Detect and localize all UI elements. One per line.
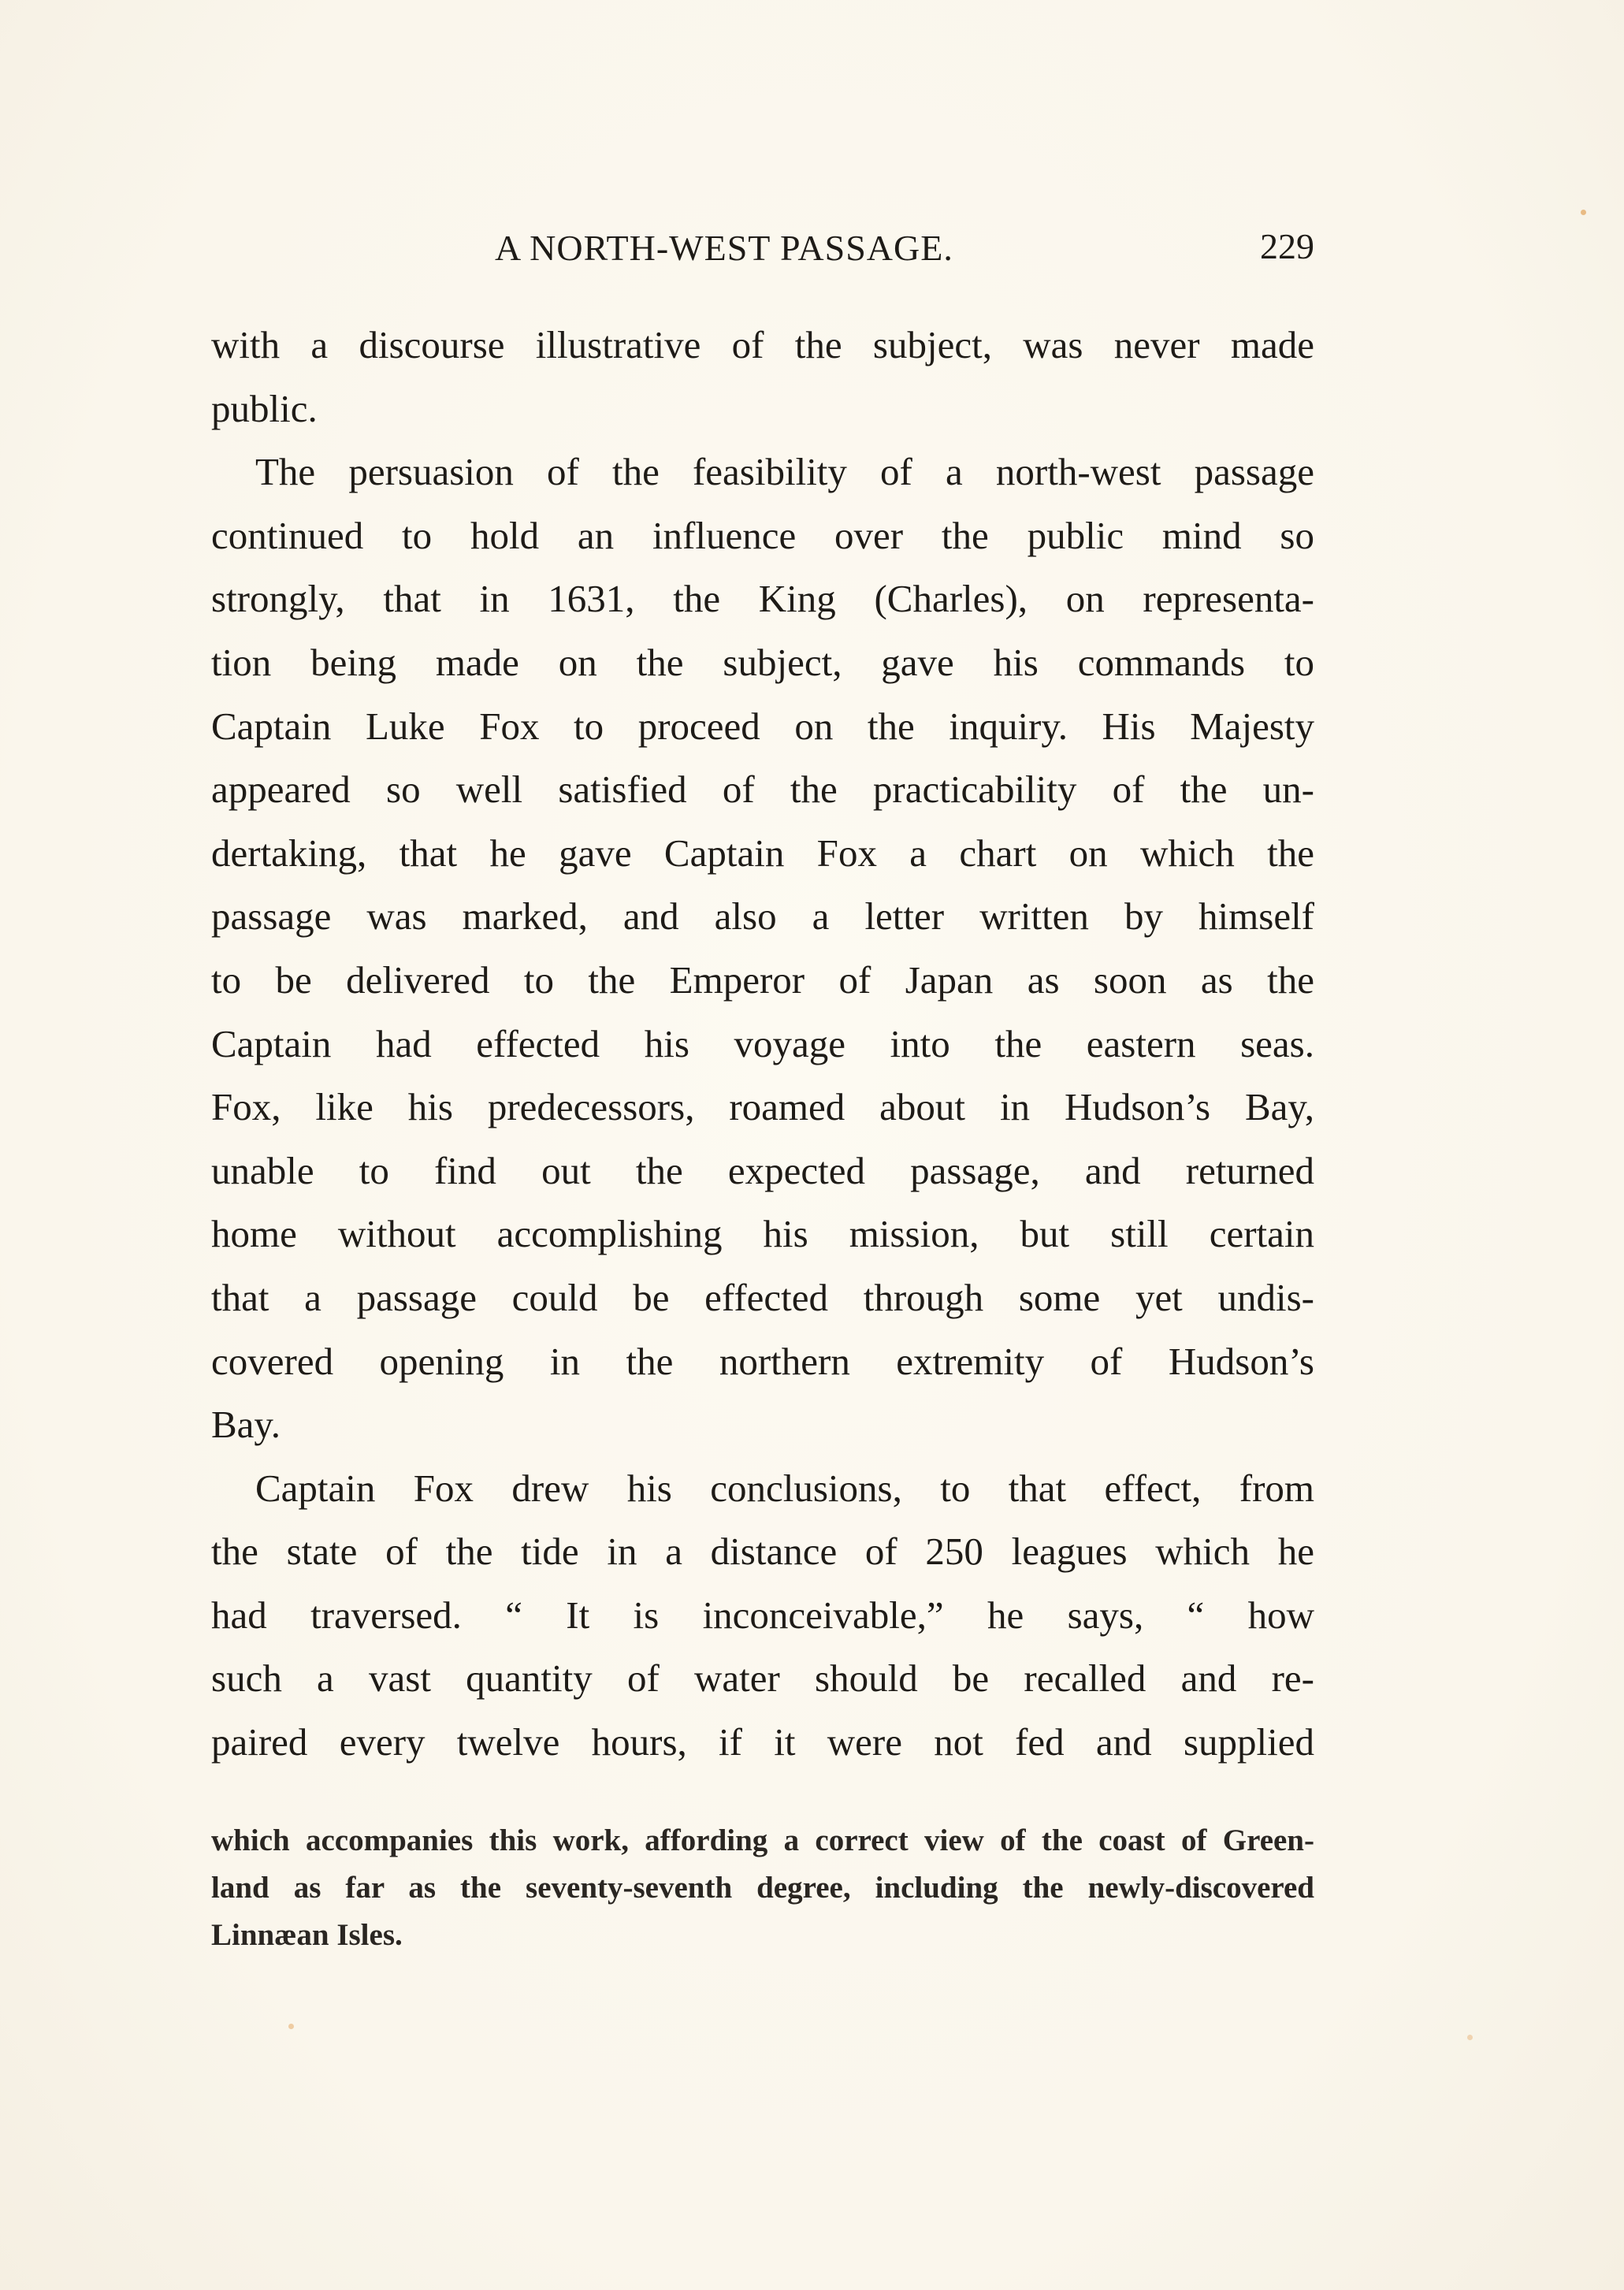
body-text <box>211 314 1314 1775</box>
footnote-line: land as far as the seventy-seventh degree, including the newly-discovered <box>211 1871 1314 1905</box>
text-line: with a discourse illustrative of the subject, was never made <box>211 323 1314 366</box>
text-line: the state of the tide in a distance of 250 leagues which he <box>211 1530 1314 1574</box>
paper-speck <box>1581 210 1586 215</box>
page-number: 229 <box>1260 226 1314 266</box>
text-line: Captain had effected his voyage into the eastern seas. <box>211 1021 1314 1065</box>
footnote-line: which accompanies this work, affording a correct view of the coast of Green- <box>211 1823 1314 1857</box>
text-line: Bay. <box>211 1403 281 1447</box>
paper-speck <box>1467 2035 1473 2040</box>
text-line: strongly, that in 1631, the King (Charles), on representa- <box>211 577 1314 621</box>
text-line: home without accomplishing his mission, but still certain <box>211 1212 1314 1256</box>
text-line: paired every twelve hours, if it were not fed and supplied <box>211 1720 1314 1764</box>
text-line: covered opening in the northern extremity of Hudson’s <box>211 1339 1314 1383</box>
text-line: such a vast quantity of water should be recalled and re- <box>211 1656 1314 1701</box>
text-line: The persuasion of the feasibility of a north-west passage <box>255 450 1314 494</box>
text-line: unable to find out the expected passage, and returned <box>211 1148 1314 1192</box>
footnote-line: Linnæan Isles. <box>211 1918 403 1952</box>
text-line: Captain Fox drew his conclusions, to that effect, from <box>255 1466 1314 1510</box>
text-line: appeared so well satisfied of the practicability of the un- <box>211 768 1314 812</box>
footnote <box>211 1817 1314 1959</box>
text-line: to be delivered to the Emperor of Japan as soon as the <box>211 957 1314 1002</box>
text-line: had traversed. “ It is inconceivable,” he says, “ how <box>211 1593 1314 1637</box>
text-line: Captain Luke Fox to proceed on the inquiry. His Majesty <box>211 704 1314 748</box>
text-line: passage was marked, and also a letter written by himself <box>211 894 1314 939</box>
text-line: tion being made on the subject, gave his commands to <box>211 640 1314 684</box>
page-header <box>211 227 1314 274</box>
text-line: public. <box>211 386 318 430</box>
text-line: dertaking, that he gave Captain Fox a chart on which the <box>211 831 1314 875</box>
text-line: that a passage could be effected through some yet undis- <box>211 1275 1314 1319</box>
paper-speck <box>288 2024 294 2029</box>
running-title: A NORTH-WEST PASSAGE. <box>495 228 953 268</box>
text-line: Fox, like his predecessors, roamed about in Hudson’s Bay, <box>211 1085 1314 1129</box>
text-line: continued to hold an influence over the public mind so <box>211 513 1314 557</box>
